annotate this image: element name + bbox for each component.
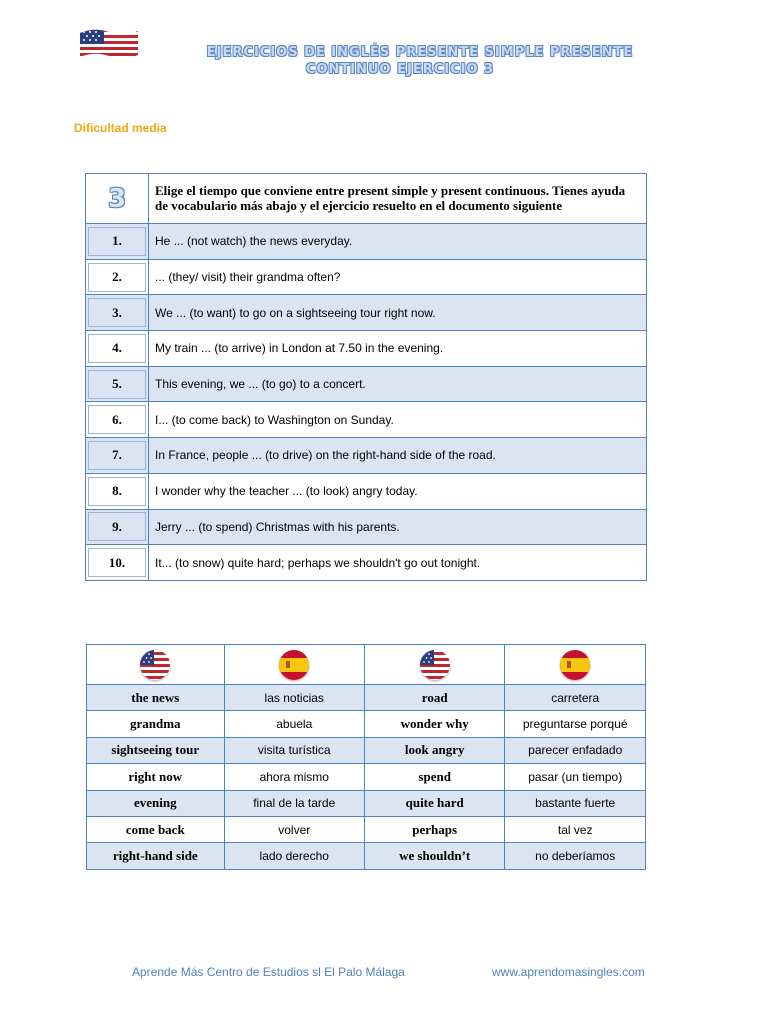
exercise-item-number: 6. (88, 405, 146, 434)
vocab-english: evening (87, 790, 225, 816)
exercise-item-number: 1. (88, 227, 146, 256)
vocab-spanish: lado derecho (224, 843, 364, 869)
vocabulary-flag-row (87, 645, 646, 685)
exercise-instructions-cell (149, 174, 647, 224)
exercise-item-number: 10. (88, 548, 146, 577)
exercise-row (86, 331, 647, 367)
exercise-item-text: This evening, we ... (to go) to a concert. (155, 377, 366, 392)
exercise-item-text: We ... (to want) to go on a sightseeing tour right now. (155, 305, 436, 320)
difficulty-label: Dificultad media (74, 121, 167, 135)
exercise-item-text: Jerry ... (to spend) Christmas with his parents. (155, 519, 400, 534)
vocabulary-row (87, 843, 646, 869)
vocab-english: wonder why (364, 711, 504, 737)
vocab-spanish: parecer enfadado (505, 737, 646, 763)
vocab-english: quite hard (364, 790, 504, 816)
vocabulary-row (87, 711, 646, 737)
vocab-spanish: ahora mismo (224, 764, 364, 790)
vocab-spanish: tal vez (505, 816, 646, 842)
page-title-line1: EJERCICIOS DE INGLÉS PRESENTE SIMPLE PRESENTE (206, 45, 634, 60)
exercise-number-cell (86, 174, 149, 224)
vocab-spanish: no deberíamos (505, 843, 646, 869)
vocab-english: we shouldn’t (364, 843, 504, 869)
vocab-spanish: abuela (224, 711, 364, 737)
exercise-item-text: In France, people ... (to drive) on the right-hand side of the road. (155, 448, 496, 463)
vocab-english: perhaps (364, 816, 504, 842)
vocab-spanish: pasar (un tiempo) (505, 764, 646, 790)
footer-school-name: Aprende Más Centro de Estudios sl El Palo Málaga (132, 965, 405, 979)
vocabulary-row (87, 790, 646, 816)
exercise-row (86, 402, 647, 438)
vocab-spanish: carretera (505, 685, 646, 711)
us-flag-icon (140, 650, 170, 680)
exercise-row (86, 224, 647, 260)
vocab-spanish: preguntarse porqué (505, 711, 646, 737)
exercise-row (86, 545, 647, 581)
exercise-item-text: It... (to snow) quite hard; perhaps we shouldn't go out tonight. (155, 555, 481, 570)
page-title-line2: CONTINUO EJERCICIO 3 (305, 62, 495, 77)
exercise-row (86, 473, 647, 509)
vocab-english: the news (87, 685, 225, 711)
exercise-instructions: Elige el tiempo que conviene entre present simple y present continuous. Tienes ayuda de vocabulario más abajo y el ejercicio resuelto en el documento siguiente (155, 183, 626, 213)
vocab-spanish: final de la tarde (224, 790, 364, 816)
exercise-item-text: I... (to come back) to Washington on Sunday. (155, 412, 394, 427)
vocabulary-row (87, 764, 646, 790)
exercise-header-row (86, 174, 647, 224)
footer-website-link[interactable]: www.aprendomasingles.com (492, 965, 645, 979)
vocabulary-table (86, 644, 646, 870)
exercise-item-number: 2. (88, 263, 146, 292)
vocabulary-row (87, 816, 646, 842)
vocab-spanish: volver (224, 816, 364, 842)
vocabulary-row (87, 737, 646, 763)
exercise-item-number: 5. (88, 370, 146, 399)
vocab-english: sightseeing tour (87, 737, 225, 763)
spain-flag-icon (560, 650, 590, 680)
exercise-row (86, 509, 647, 545)
exercise-number: 3 (107, 183, 127, 214)
vocab-english: right-hand side (87, 843, 225, 869)
exercise-row (86, 366, 647, 402)
vocab-spanish: visita turística (224, 737, 364, 763)
vocabulary-row (87, 685, 646, 711)
us-flag-icon (420, 650, 450, 680)
exercise-item-number: 3. (88, 298, 146, 327)
vocab-english: grandma (87, 711, 225, 737)
exercise-table (85, 173, 647, 581)
exercise-item-text: He ... (not watch) the news everyday. (155, 234, 353, 249)
exercise-item-number: 9. (88, 512, 146, 541)
spain-flag-icon (279, 650, 309, 680)
exercise-row (86, 259, 647, 295)
vocab-english: spend (364, 764, 504, 790)
vocab-spanish: las noticias (224, 685, 364, 711)
vocab-english: come back (87, 816, 225, 842)
exercise-row (86, 438, 647, 474)
exercise-item-text: My train ... (to arrive) in London at 7.50 in the evening. (155, 341, 444, 356)
vocab-english: right now (87, 764, 225, 790)
vocab-spanish: bastante fuerte (505, 790, 646, 816)
us-flag-logo-icon (78, 27, 140, 61)
exercise-item-number: 7. (88, 441, 146, 470)
page-title (160, 44, 680, 78)
exercise-item-number: 8. (88, 477, 146, 506)
exercise-row (86, 295, 647, 331)
exercise-item-text: ... (they/ visit) their grandma often? (155, 270, 341, 285)
exercise-item-text: I wonder why the teacher ... (to look) angry today. (155, 484, 418, 499)
vocab-english: look angry (364, 737, 504, 763)
vocab-english: road (364, 685, 504, 711)
exercise-item-number: 4. (88, 334, 146, 363)
